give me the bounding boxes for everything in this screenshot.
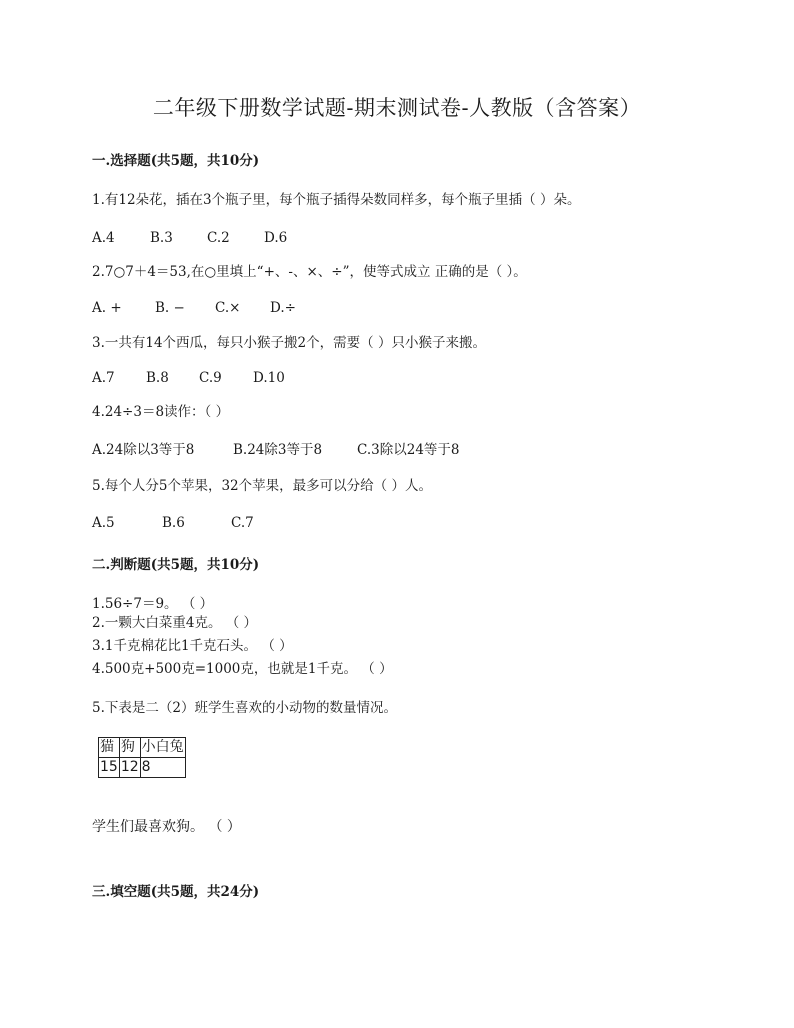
question-1: 1.有12朵花，插在3个瓶子里，每个瓶子插得朵数同样多，每个瓶子里插（ ）朵。	[92, 192, 581, 208]
option-c: C.7	[231, 515, 254, 531]
option-d: D.6	[264, 230, 288, 246]
option-b: B.3	[150, 230, 173, 246]
table-cell: 15	[99, 758, 120, 778]
judgement-item-5-statement: 学生们最喜欢狗。 （ ）	[92, 819, 241, 835]
judgement-item-1: 1.56÷7＝9。 （ ）	[92, 596, 214, 612]
question-2: 2.7○7＋4＝53,在○里填上“+、-、×、÷”，使等式成立 正确的是（ ）。	[92, 264, 527, 280]
question-4: 4.24÷3＝8读作：（ ）	[92, 404, 230, 420]
table-header-cell: 狗	[119, 738, 140, 758]
section-heading-fill-blank: 三.填空题(共5题，共24分)	[92, 884, 260, 900]
option-b: B.6	[162, 515, 185, 531]
option-a: A.5	[92, 515, 115, 531]
section-heading-choice: 一.选择题(共5题，共10分)	[92, 153, 260, 169]
question-4-options	[92, 441, 460, 459]
option-c: C.×	[215, 300, 241, 316]
question-5-options	[92, 514, 254, 532]
option-a: A.7	[92, 370, 115, 386]
option-c: C.9	[199, 370, 222, 386]
judgement-item-4: 4.500克+500克=1000克，也就是1千克。 （ ）	[92, 661, 393, 677]
option-d: D.÷	[270, 300, 296, 316]
option-a: A.24除以3等于8	[92, 442, 195, 458]
question-3: 3.一共有14个西瓜，每只小猴子搬2个，需要（ ）只小猴子来搬。	[92, 335, 486, 351]
judgement-item-3: 3.1千克棉花比1千克石头。 （ ）	[92, 638, 293, 654]
table-cell: 8	[140, 758, 185, 778]
judgement-item-2: 2.一颗大白菜重4克。 （ ）	[92, 615, 258, 631]
animal-count-table	[98, 737, 186, 778]
question-3-options	[92, 369, 285, 387]
question-1-options	[92, 229, 287, 247]
question-5: 5.每个人分5个苹果，32个苹果，最多可以分给（ ）人。	[92, 478, 432, 494]
option-c: C.2	[207, 230, 230, 246]
table-row	[99, 758, 186, 778]
option-a: A.4	[92, 230, 115, 246]
question-2-options	[92, 299, 296, 317]
page-title: 二年级下册数学试题-期末测试卷-人教版（含答案）	[152, 96, 642, 120]
judgement-item-5: 5.下表是二（2）班学生喜欢的小动物的数量情况。	[92, 700, 397, 716]
table-header-cell: 猫	[99, 738, 120, 758]
section-heading-judgement: 二.判断题(共5题，共10分)	[92, 557, 260, 573]
option-d: D.10	[253, 370, 285, 386]
table-cell: 12	[119, 758, 140, 778]
option-a: A. +	[92, 300, 122, 316]
option-b: B. −	[155, 300, 185, 316]
table-header-row	[99, 738, 186, 758]
table-header-cell: 小白兔	[140, 738, 185, 758]
option-b: B.24除3等于8	[233, 442, 323, 458]
option-b: B.8	[146, 370, 169, 386]
option-c: C.3除以24等于8	[357, 442, 460, 458]
